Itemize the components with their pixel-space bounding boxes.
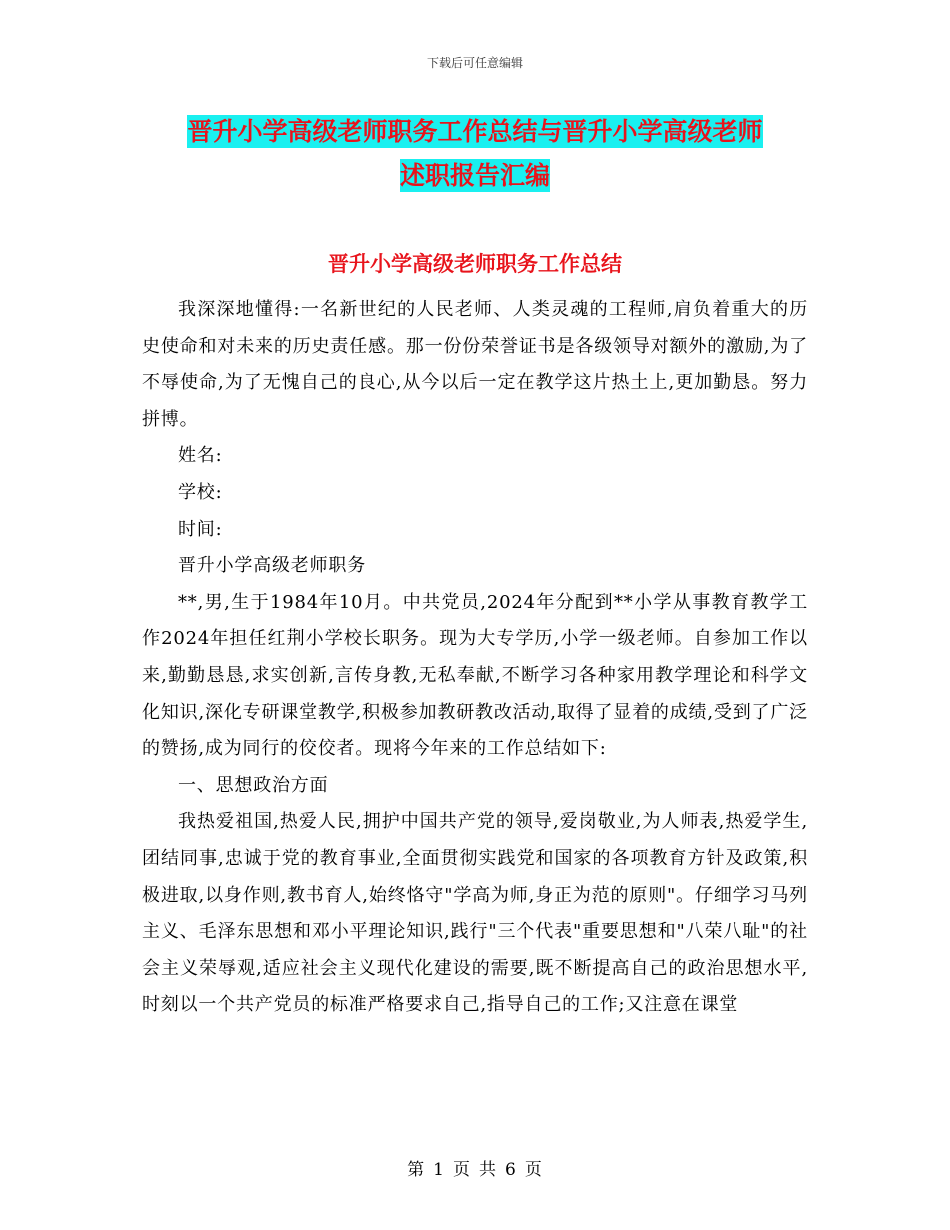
footer-page-number: 1 [433, 1160, 445, 1180]
footer-page-word: 页 [453, 1160, 471, 1180]
footer-total-pages: 6 [505, 1160, 517, 1180]
section-title: 晋升小学高级老师职务工作总结 [328, 252, 622, 276]
document-body [142, 292, 808, 1024]
paragraph-profile: **,男,生于1984年10月。中共党员,2024年分配到**小学从事教育教学工作2024年担任红荆小学校长职务。现为大专学历,小学一级老师。自参加工作以来,勤勤恳恳,求实创新,言传身教,无私奉献,不断学习各种家用教学理论和科学文化知识,深化专研课堂教学,积极参加教研教改活动,取得了显着的成绩,受到了广泛的赞扬,成为同行的佼佼者。现将今年来的工作总结如下: [142, 591, 808, 760]
header-note: 下载后可任意编辑 [426, 56, 523, 70]
footer-prefix: 第 [407, 1160, 426, 1180]
field-name: 姓名: [178, 445, 223, 467]
field-school: 学校: [178, 481, 223, 503]
paragraph-intro: 我深深地懂得:一名新世纪的人民老师、人类灵魂的工程师,肩负着重大的历史使命和对未来的历史责任感。那一份份荣誉证书是各级领导对额外的激励,为了不辱使命,为了无愧自己的良心,从今以后一定在教学这片热土上,更加勤恳。努力拼博。 [142, 299, 808, 430]
field-time: 时间: [178, 518, 223, 540]
document-title-line2: 述职报告汇编 [399, 161, 550, 190]
paragraph-subheading: 一、思想政治方面 [178, 774, 329, 796]
page-footer [0, 1155, 950, 1180]
document-title-line1: 晋升小学高级老师职务工作总结与晋升小学高级老师 [187, 117, 763, 146]
paragraph-politics: 我热爱祖国,热爱人民,拥护中国共产党的领导,爱岗敬业,为人师表,热爱学生,团结同事,忠诚于党的教育事业,全面贯彻实践党和国家的各项教育方针及政策,积极进取,以身作则,教书育人,始终恪守"学高为师,身正为范的原则"。仔细学习马列主义、毛泽东思想和邓小平理论知识,践行"三个代表"重要思想和"八荣八耻"的社会主义荣辱观,适应社会主义现代化建设的需要,既不断提高自己的政治思想水平,时刻以一个共产党员的标准严格要求自己,指导自己的工作;又注意在课堂 [142, 811, 808, 1016]
paragraph-heading: 晋升小学高级老师职务 [178, 555, 366, 577]
footer-suffix: 页 [524, 1160, 543, 1180]
footer-total-word: 共 [479, 1160, 497, 1180]
document-title [140, 110, 810, 198]
